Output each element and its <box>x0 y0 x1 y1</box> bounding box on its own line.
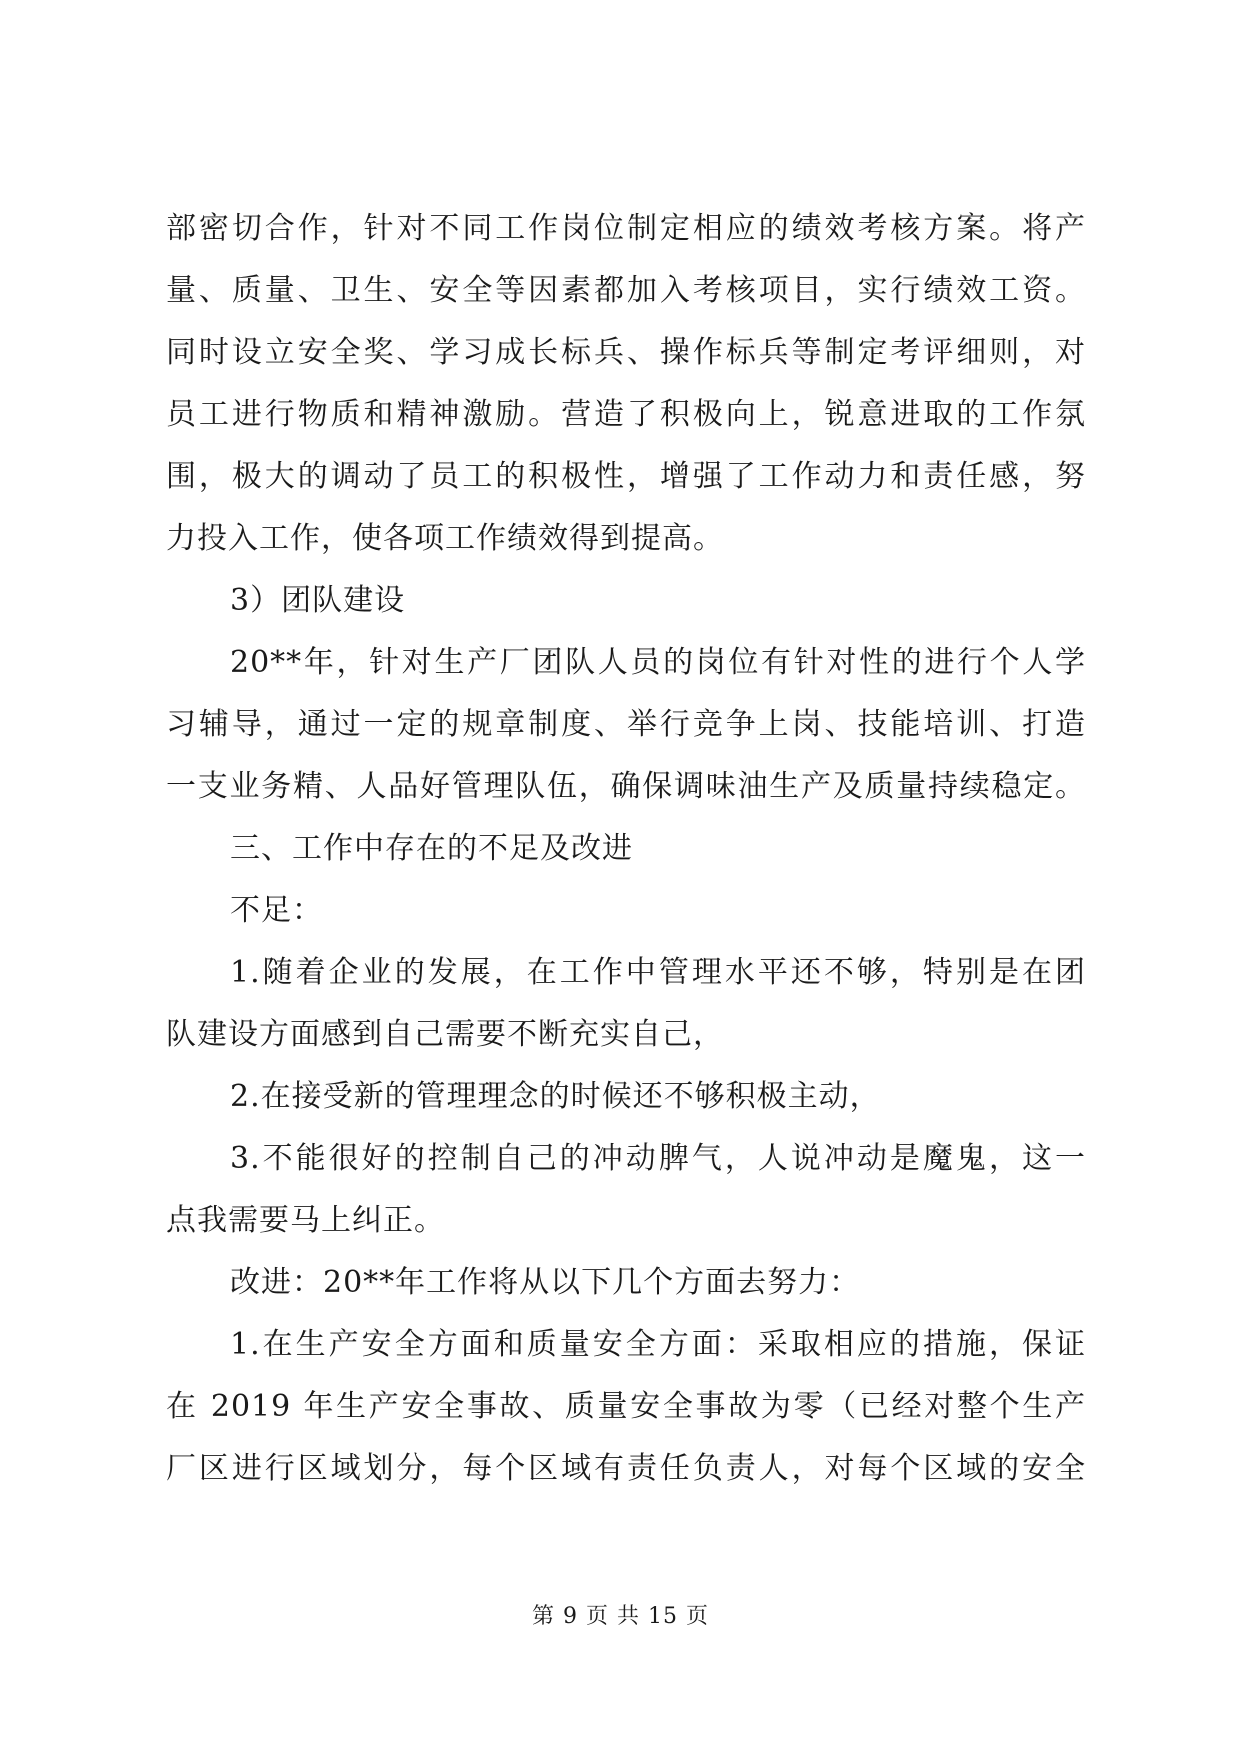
text-line: 点我需要马上纠正。 <box>166 1203 445 1238</box>
text-line: 2.在接受新的管理理念的时候还不够积极主动， <box>230 1079 881 1114</box>
body-text <box>166 198 1086 1500</box>
section-heading: 三、工作中存在的不足及改进 <box>230 831 633 866</box>
text-line: 量、质量、卫生、安全等因素都加入考核项目，实行绩效工资。 <box>166 273 1086 308</box>
text-line: 队建设方面感到自己需要不断充实自己， <box>166 1017 724 1052</box>
subheading: 不足： <box>230 893 323 928</box>
subheading: 改进：20**年工作将从以下几个方面去努力： <box>230 1265 861 1300</box>
text-line: 力投入工作，使各项工作绩效得到提高。 <box>166 521 724 556</box>
text-line: 一支业务精、人品好管理队伍，确保调味油生产及质量持续稳定。 <box>166 769 1086 804</box>
text-line: 1.随着企业的发展，在工作中管理水平还不够，特别是在团 <box>230 955 1086 990</box>
text-line: 3.不能很好的控制自己的冲动脾气，人说冲动是魔鬼，这一 <box>230 1141 1086 1176</box>
text-line: 员工进行物质和精神激励。营造了积极向上，锐意进取的工作氛 <box>166 397 1086 432</box>
text-line: 1.在生产安全方面和质量安全方面：采取相应的措施，保证 <box>230 1327 1086 1362</box>
page-number-footer: 第 9 页 共 15 页 <box>532 1604 709 1629</box>
text-line: 习辅导，通过一定的规章制度、举行竞争上岗、技能培训、打造 <box>166 707 1086 742</box>
text-line: 同时设立安全奖、学习成长标兵、操作标兵等制定考评细则，对 <box>166 335 1086 370</box>
text-line: 围，极大的调动了员工的积极性，增强了工作动力和责任感，努 <box>166 459 1086 494</box>
text-line: 20**年，针对生产厂团队人员的岗位有针对性的进行个人学 <box>230 645 1086 680</box>
text-line: 部密切合作，针对不同工作岗位制定相应的绩效考核方案。将产 <box>166 211 1086 246</box>
text-line: 厂区进行区域划分，每个区域有责任负责人，对每个区域的安全 <box>166 1451 1086 1486</box>
text-line: 在 2019 年生产安全事故、质量安全事故为零（已经对整个生产 <box>166 1389 1086 1424</box>
section-heading: 3）团队建设 <box>230 583 406 618</box>
